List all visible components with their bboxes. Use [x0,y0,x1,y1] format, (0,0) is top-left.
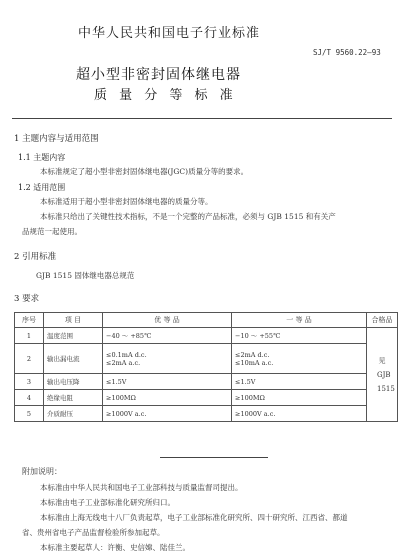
standard-number: SJ/T 9560.22—93 [313,48,381,57]
table-row [15,390,398,406]
row-item: 输出漏电流 [44,344,103,374]
row-premium: ≤1.5V [103,374,232,390]
row-first-grade: −10 ～ +55℃ [232,328,367,344]
row-no: 3 [15,374,44,390]
row-item: 绝缘电阻 [44,390,103,406]
table-row [15,374,398,390]
table-row [15,406,398,422]
section-2-heading: 2 引用标准 [14,252,57,262]
row-first-grade: ≥100MΩ [232,390,367,406]
table-row [15,328,398,344]
notes-heading: 附加说明： [22,467,62,476]
header-qualified: 合格品 [367,313,398,328]
notes-line-4: 省、贵州省电子产品监督检验所参加起草。 [22,528,165,537]
header-item: 项 目 [44,313,103,328]
reference-standard: GJB 1515 固体继电器总规范 [36,271,135,280]
row-no: 5 [15,406,44,422]
header-first-grade: 一 等 品 [232,313,367,328]
row-premium: ≥1000V a.c. [103,406,232,422]
requirements-table [14,312,398,422]
document-title: 超小型非密封固体继电器 [76,67,241,83]
row-item: 输出电压降 [44,374,103,390]
row-item: 温度范围 [44,328,103,344]
section-1-2-text-1: 本标准适用于超小型非密封固体继电器的质量分等。 [40,197,213,206]
section-1-2-text-3: 品规范一起使用。 [22,227,82,236]
header-premium: 优 等 品 [103,313,232,328]
document-subtitle: 质 量 分 等 标 准 [94,88,237,103]
notes-divider [160,457,268,458]
header-no: 序号 [15,313,44,328]
row-premium: ≥100MΩ [103,390,232,406]
row-first-grade-line-1: ≤2mA d.c. [235,350,270,359]
issuer-heading: 中华人民共和国电子行业标准 [78,26,261,41]
qualified-cell [367,328,398,422]
row-premium-line-2: ≤2mA a.c. [106,358,141,367]
row-no: 1 [15,328,44,344]
notes-line-1: 本标准由中华人民共和国电子工业部科技与质量监督司提出。 [40,483,243,492]
section-1-1-text: 本标准规定了超小型非密封固体继电器(JGC)质量分等的要求。 [40,167,249,176]
row-first-grade [232,344,367,374]
row-premium [103,344,232,374]
notes-line-3: 本标准由上海无线电十八厂负责起草，电子工业部标准化研究所、四十研究所、江西省、都道 [40,513,348,522]
section-1-heading: 1 主题内容与适用范围 [14,134,99,144]
row-first-grade: ≥1000V a.c. [232,406,367,422]
row-no: 2 [15,344,44,374]
row-item: 介质耐压 [44,406,103,422]
row-first-grade-line-2: ≤10mA a.c. [235,358,274,367]
table-row [15,344,398,374]
notes-line-2: 本标准由电子工业部标准化研究所归口。 [40,498,175,507]
table-header-row [15,313,398,328]
section-3-heading: 3 要求 [14,294,40,304]
qualified-text: 见GJB 1515 [377,356,395,393]
section-1-2-heading: 1.2 适用范围 [18,183,66,192]
row-no: 4 [15,390,44,406]
section-1-2-text-2: 本标准只给出了关键性技术指标，不是一个完整的产品标准，必须与 GJB 1515 和有关产 [40,212,336,221]
row-premium-line-1: ≤0.1mA d.c. [106,350,147,359]
section-1-1-heading: 1.1 主题内容 [18,153,66,162]
notes-line-5: 本标准主要起草人：许衡、史信嫦、陆佳兰。 [40,543,190,552]
row-first-grade: ≤1.5V [232,374,367,390]
row-premium: −40 ～ +85℃ [103,328,232,344]
header-divider [12,118,392,119]
